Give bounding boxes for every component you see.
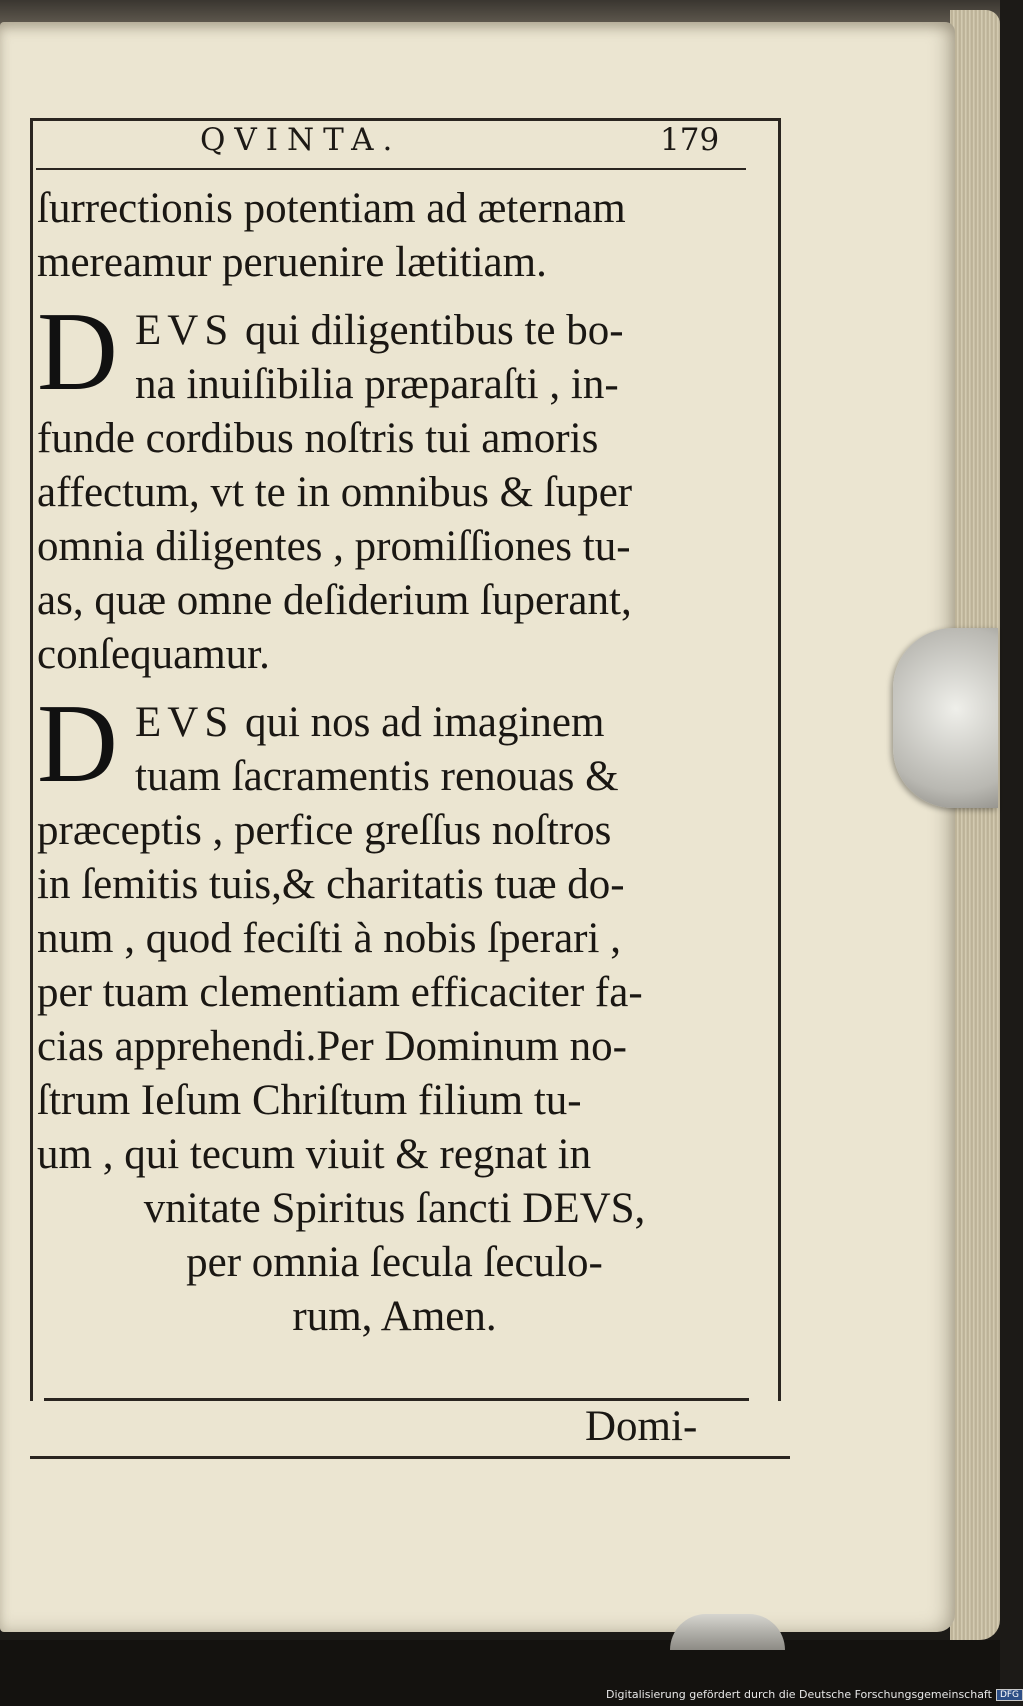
text-line: ſtrum Ieſum Chriſtum filium tu- <box>37 1077 582 1124</box>
catchword: Domi- <box>585 1403 698 1450</box>
frame-outer-rule <box>30 1456 790 1459</box>
page-number: 179 <box>660 122 720 158</box>
page-block-edges <box>950 10 1000 1640</box>
text-line-rest: qui nos ad imaginem <box>234 699 605 746</box>
paragraph-2 <box>37 290 752 682</box>
text-line: præceptis , perfice greſſus noſtros <box>37 807 612 854</box>
bottom-clasp <box>670 1614 785 1650</box>
text-line-centered: per omnia ſecula ſeculo- <box>186 1239 603 1286</box>
text-line-centered: vnitate Spiritus ſancti DEVS, <box>143 1185 646 1232</box>
text-line-indented <box>37 696 752 750</box>
text-line: affectum, vt te in omnibus & ſuper <box>37 469 633 516</box>
credit-text: Digitalisierung gefördert durch die Deutsche Forschungsgemeinschaft <box>606 1688 992 1701</box>
text-line: funde cordibus noſtris tui amoris <box>37 415 599 462</box>
text-line: per tuam clementiam efficaciter fa- <box>37 969 643 1016</box>
text-line: ſurrectionis potentiam ad æternam <box>37 185 626 232</box>
text-line: in ſemitis tuis,& charitatis tuæ do- <box>37 861 625 908</box>
page-body <box>37 182 752 1344</box>
small-caps-word: EVS <box>135 307 235 354</box>
drop-cap-initial: D <box>37 682 118 806</box>
header-rule <box>36 168 746 170</box>
frame-bottom-rule <box>44 1398 749 1401</box>
text-line: as, quæ omne deſiderium ſuperant, <box>37 577 632 624</box>
running-title: QVINTA. <box>200 122 402 158</box>
text-line: um , qui tecum viuit & regnat in <box>37 1131 592 1178</box>
text-line-indented <box>37 304 752 358</box>
text-line: omnia diligentes , promiſſiones tu- <box>37 523 631 570</box>
side-clasp <box>893 628 998 808</box>
digitization-credit <box>606 1688 1023 1701</box>
text-line: conſequamur. <box>37 631 270 678</box>
text-line-rest: qui diligentibus te bo- <box>234 307 624 354</box>
dfg-logo: DFG <box>996 1689 1023 1701</box>
text-line: num , quod feciſti à nobis ſperari , <box>37 915 621 962</box>
text-line-indented: na inuiſibilia præparaſti , in- <box>135 361 619 408</box>
drop-cap-initial: D <box>37 290 118 414</box>
text-line-indented: tuam ſacramentis renouas & <box>135 753 619 800</box>
small-caps-word: EVS <box>135 699 235 746</box>
text-line: cias apprehendi.Per Dominum no- <box>37 1023 627 1070</box>
text-line: mereamur peruenire lætitiam. <box>37 239 547 286</box>
text-line-centered: rum, Amen. <box>292 1293 497 1340</box>
paragraph-1 <box>37 182 752 290</box>
paragraph-3 <box>37 682 752 1344</box>
